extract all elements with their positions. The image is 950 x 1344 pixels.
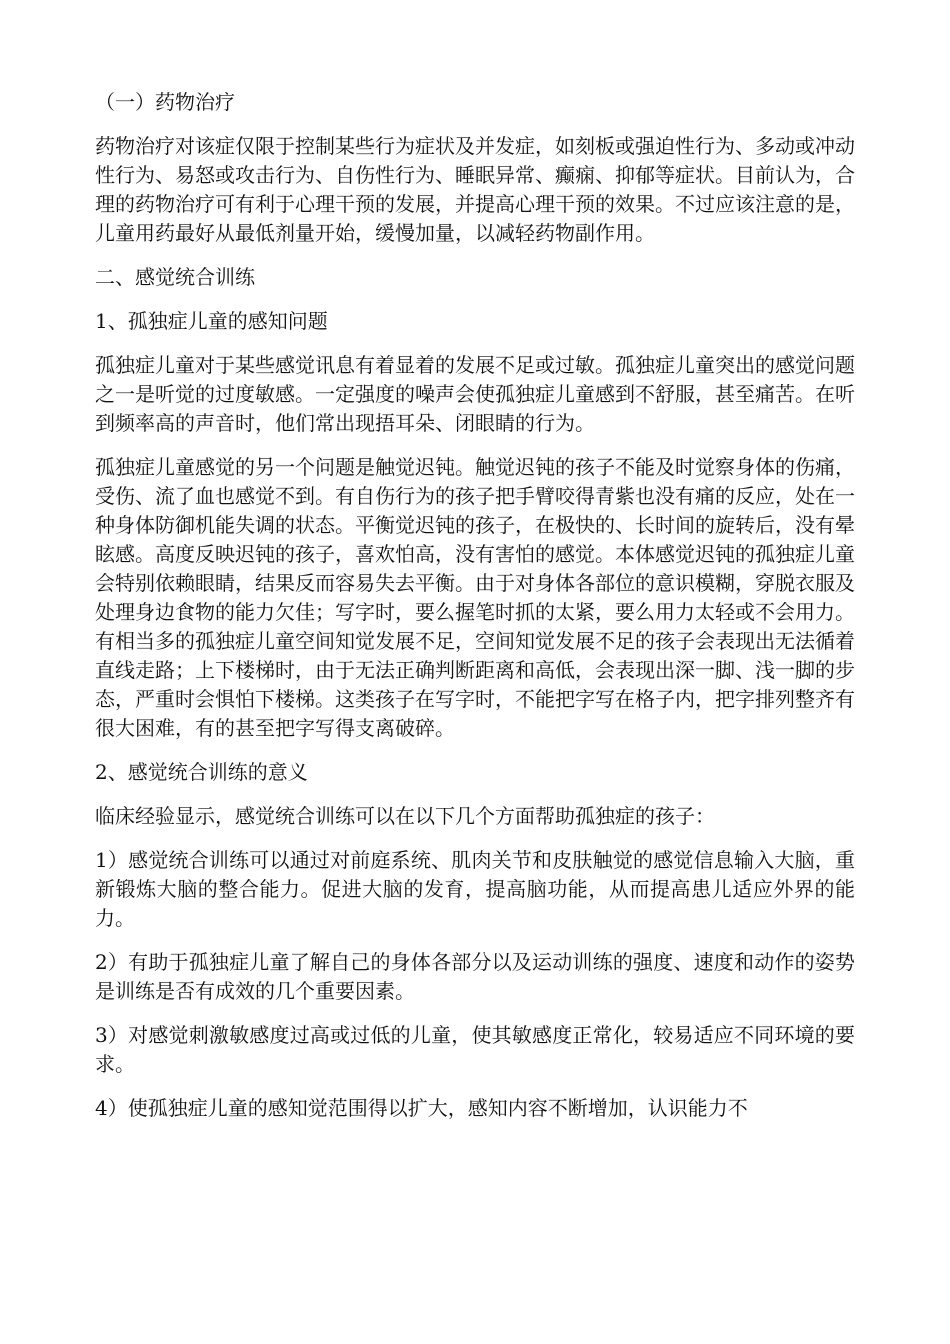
paragraph-drug-therapy: 药物治疗对该症仅限于控制某些行为症状及并发症，如刻板或强迫性行为、多动或冲动性行为、易怒或攻击行为、自伤性行为、睡眠异常、癫痫、抑郁等症状。目前认为，合理的药物治疗可有利于心理干预的发展，并提高心理干预的效果。不过应该注意的是，儿童用药最好从最低剂量开始，缓慢加量，以减轻药物副作用。 [95, 134, 855, 245]
heading-perception-problems: 1、孤独症儿童的感知问题 [95, 309, 328, 333]
list-item-benefit-1: 1）感觉统合训练可以通过对前庭系统、肌肉关节和皮肤触觉的感觉信息输入大脑，重新锻炼大脑的整合能力。促进大脑的发育，提高脑功能，从而提高患儿适应外界的能力。 [95, 848, 855, 930]
heading-drug-therapy: （一）药物治疗 [95, 90, 235, 114]
list-item-benefit-4: 4）使孤独症儿童的感知觉范围得以扩大，感知内容不断增加，认识能力不 [95, 1096, 748, 1120]
list-item-benefit-2: 2）有助于孤独症儿童了解自己的身体各部分以及运动训练的强度、速度和动作的姿势是训练是否有成效的几个重要因素。 [95, 950, 855, 1003]
document-page [95, 88, 855, 1138]
heading-sensory-integration: 二、感觉统合训练 [95, 265, 255, 289]
list-item-benefit-3: 3）对感觉刺激敏感度过高或过低的儿童，使其敏感度正常化，较易适应不同环境的要求。 [95, 1023, 855, 1076]
heading-training-significance: 2、感觉统合训练的意义 [95, 760, 308, 784]
paragraph-tactile-dullness: 孤独症儿童感觉的另一个问题是触觉迟钝。触觉迟钝的孩子不能及时觉察身体的伤痛，受伤、流了血也感觉不到。有自伤行为的孩子把手臂咬得青紫也没有痛的反应，处在一种身体防御机能失调的状态。平衡觉迟钝的孩子，在极快的、长时间的旋转后，没有晕眩感。高度反映迟钝的孩子，喜欢怕高，没有害怕的感觉。本体感觉迟钝的孤独症儿童会特别依赖眼睛，结果反而容易失去平衡。由于对身体各部位的意识模糊，穿脱衣服及处理身边食物的能力欠佳；写字时，要么握笔时抓的太紧，要么用力太轻或不会用力。有相当多的孤独症儿童空间知觉发展不足，空间知觉发展不足的孩子会表现出无法循着直线走路；上下楼梯时，由于无法正确判断距离和高低，会表现出深一脚、浅一脚的步态，严重时会惧怕下楼梯。这类孩子在写字时，不能把字写在格子内，把字排列整齐有很大困难，有的甚至把字写得支离破碎。 [95, 455, 855, 740]
paragraph-clinical-intro: 临床经验显示，感觉统合训练可以在以下几个方面帮助孤独症的孩子： [95, 804, 715, 828]
paragraph-auditory-sensitivity: 孤独症儿童对于某些感觉讯息有着显着的发展不足或过敏。孤独症儿童突出的感觉问题之一是听觉的过度敏感。一定强度的噪声会使孤独症儿童感到不舒服，甚至痛苦。在听到频率高的声音时，他们常出现捂耳朵、闭眼睛的行为。 [95, 353, 855, 435]
